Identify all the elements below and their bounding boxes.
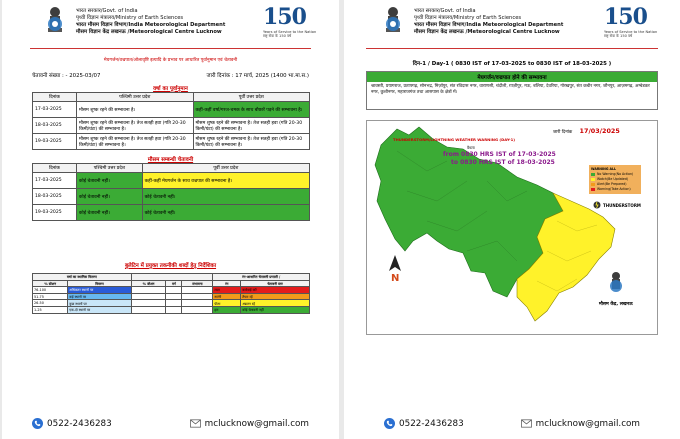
logo-number: 150 [604,4,647,30]
imd-150-logo [263,4,319,44]
document-title: मेघगर्जन/वज्रपात/ओलावृष्टि इत्यादि के प्रभाव पर आधारित पूर्वानुमान एवं चेतावनी [103,58,238,63]
gl-cell [131,306,166,313]
glossary-table [32,273,310,314]
table-row [33,287,310,294]
gl-cell [166,287,182,294]
gl-cell [131,300,166,307]
document-meta [32,71,309,79]
header-line-ministry: पृथ्वी विज्ञान मंत्रालय/Ministry of Earth Sciences [414,15,522,21]
gl-cell: 76-100 [33,287,68,294]
thunderstorm-box-text: श्रावस्ती, प्रयागराज, प्रतापगढ़, सोनभद्र, मिर्ज़ापुर, संत रविदास नगर, वाराणसी, चंदौली, ग़ाज़ीपुर, मऊ, बलिया, देवरिया, गोरखपुर, संत कबीर नगर, जौनपुर, आज़मगढ़, अम्बेडकर नगर, कुशीनगर, महाराजगंज तथा आसपास के क्षेत्रों में। [371,84,650,95]
logo-number: 150 [263,4,306,30]
gl-col: रंग [213,280,241,287]
bulletin-page-2 [344,0,680,439]
col-date: दिनांक [33,93,77,102]
col-west: पश्चिमी उत्तर प्रदेश [77,93,194,102]
gl-cell: कार्रवाई करें [241,287,310,294]
legend-item [591,187,639,192]
phone-number: 0522-2436283 [47,418,112,429]
logo-tagline: Years of Service to the Nation [604,30,658,34]
glossary-head-distribution: वर्षा का स्थानिक वितरण [33,274,132,281]
issued-date: जारी दिनांक : 17 मार्च, 2025 (1400 भा.मा.स.) [206,73,309,79]
legend-label: Warning(Take Action) [597,187,631,191]
row-west: मौसम शुष्क रहने की सम्भावना है। तेज सतही हवा (गति 20-30 किमी/घंटा) की सम्भावना है। [77,134,194,150]
thunderstorm-box [366,71,658,110]
row-east: कहीं-कहीं मेघगर्जन के साथ वज्रपात की सम्भावना है। [142,173,309,189]
map-issued-label: जारी दिनांक [553,130,573,135]
map-issued [553,127,620,135]
thunderstorm-box-title: मेघगर्जन/वज्रपात होने की सम्भावना [367,72,657,82]
header-line-mc: मौसम विज्ञान केंद्र लखनऊ /Meteorological Centre Lucknow [414,29,560,35]
row-west: कोई चेतावनी नहीं। [77,189,143,205]
phone-contact [32,418,112,429]
gl-cell: कोई चेतावनी नहीं [241,306,310,313]
glossary-head-color: रंग-आधारित चेतावनी प्रणाली / [213,274,310,281]
legend-label: Watch(Be Updated) [597,177,629,181]
gl-cell: लाल [213,287,241,294]
header-divider [366,48,658,49]
phone-contact [384,418,464,429]
email-contact [190,418,309,429]
email-address: mclucknow@gmail.com [535,418,640,429]
table-row [33,102,310,118]
table-row [33,173,310,189]
warning-table [32,163,310,221]
phone-number: 0522-2436283 [399,418,464,429]
row-east: मौसम शुष्क रहने की सम्भावना है। तेज सतही हवा (गति 20-30 किमी/घंटा) की सम्भावना है। [193,134,310,150]
col-west: पश्चिमी उत्तर प्रदेश [77,164,143,173]
logo-hindi: राष्ट्र सेवा के 150 वर्ष [263,34,292,38]
row-date: 19-03-2025 [33,134,77,150]
map-validity-label: वैधता [467,145,475,150]
map-legend [589,165,641,194]
gl-cell [166,293,182,300]
table-row [33,306,310,313]
map-footer-label: मौसम केंद्र, लखनऊ [599,302,633,307]
logo-tagline: Years of Service to the Nation [263,30,317,34]
email-contact [521,418,640,429]
row-east: कहीं-कहीं वर्षा/गरज-चमक के साथ बौछारें पड़ने की सम्भावना है। [193,102,310,118]
header-line-imd: भारत मौसम विज्ञान विभाग/India Meteorological Department [76,22,226,28]
legend-title: WARNING ALL [591,167,617,171]
gl-col: % स्टेशन [33,280,68,287]
gl-col: संभावना [182,280,213,287]
header-text [76,8,225,36]
gl-cell: एक-दो स्थानों पर [68,306,131,313]
logo-hindi: राष्ट्र सेवा के 150 वर्ष [604,34,633,38]
header-line-govt: भारत सरकार/Govt. of India [76,8,138,14]
imd-emblem-icon [605,271,627,297]
row-east: कोई चेतावनी नहीं। [142,189,309,205]
bulletin-page-1 [2,0,339,439]
table-row [33,300,310,307]
col-date: दिनांक [33,164,77,173]
table-row [33,118,310,134]
header-line-imd: भारत मौसम विज्ञान विभाग/India Meteorological Department [414,22,564,28]
north-arrow-icon [389,255,401,271]
row-east: कोई चेतावनी नहीं। [142,205,309,221]
page-footer [2,418,339,429]
gl-cell [166,306,182,313]
row-west: मौसम शुष्क रहने की सम्भावना है। [77,102,194,118]
table-row [33,189,310,205]
gl-cell: पीला [213,300,241,307]
row-west: कोई चेतावनी नहीं। [77,205,143,221]
gl-col: वर्ग [166,280,182,287]
legend-label: No Warning(No Action) [597,172,634,176]
row-date: 19-03-2025 [33,205,77,221]
map-valid-from: from 0830 HRS IST of 17-03-2025 [443,151,556,158]
warning-map [366,120,658,335]
row-date: 18-03-2025 [33,189,77,205]
header-line-mc: मौसम विज्ञान केंद्र लखनऊ /Meteorological Centre Lucknow [76,29,222,35]
email-icon [521,418,532,429]
header-line-govt: भारत सरकार/Govt. of India [414,8,476,14]
legend-label: Alert(Be Prepared) [597,182,627,186]
thunderstorm-legend [593,201,641,209]
national-emblem-icon [42,6,68,38]
thunderstorm-icon [593,201,601,209]
gl-cell: कुछ स्थानों पर [68,300,131,307]
forecast-section-title: वर्षा का पूर्वानुमान [153,86,188,92]
gl-col: विवरण [68,280,131,287]
imd-150-logo [604,4,660,44]
gl-cell [182,287,213,294]
map-issued-date: 17/03/2025 [579,127,620,135]
page-header [344,0,680,48]
gl-cell: कई स्थानों पर [68,293,131,300]
national-emblem-icon [380,6,406,38]
warning-section-title: मौसम सम्बन्धी चेतावनी [147,157,194,163]
table-row [33,293,310,300]
gl-cell [131,287,166,294]
gl-cell [166,300,182,307]
col-east: पूर्वी उत्तर प्रदेश [142,164,309,173]
header-line-ministry: पृथ्वी विज्ञान मंत्रालय/Ministry of Earth Sciences [76,15,184,21]
row-west: मौसम शुष्क रहने की सम्भावना है। तेज सतही हवा (गति 20-30 किमी/घंटा) की सम्भावना है। [77,118,194,134]
gl-cell: 1-25 [33,306,68,313]
page-header [2,0,339,48]
gl-cell: नारंगी [213,293,241,300]
header-text [414,8,563,36]
gl-cell: तैयार रहें [241,293,310,300]
glossary-title: बुलेटिन में प्रयुक्त तकनीकी शब्दों हेतु निर्देशिका [124,263,217,269]
table-row [33,134,310,150]
map-valid-to: to 0830 HRS IST of 18-03-2025 [451,159,555,166]
forecast-table [32,92,310,150]
col-east: पूर्वी उत्तर प्रदेश [193,93,310,102]
row-east: मौसम शुष्क रहने की सम्भावना है। तेज सतही हवा (गति 20-30 किमी/घंटा) की सम्भावना है। [193,118,310,134]
email-icon [190,418,201,429]
gl-cell: अद्यतन रहें [241,300,310,307]
warning-number: चेतावनी संख्या : - 2025-03/07 [32,73,101,79]
gl-cell: हरा [213,306,241,313]
gl-cell: अधिकतर स्थानों पर [68,287,131,294]
table-row [33,205,310,221]
north-label: N [391,273,400,284]
gl-col: चेतावनी स्तर [241,280,310,287]
gl-cell: 51-75 [33,293,68,300]
gl-cell [131,293,166,300]
row-date: 18-03-2025 [33,118,77,134]
gl-col: % स्टेशन [131,280,166,287]
map-title: THUNDERSTORM/LIGHTNING WEATHER WARNING (DAY-1) [393,137,515,142]
gl-cell [182,300,213,307]
row-date: 17-03-2025 [33,102,77,118]
page-footer [344,418,680,429]
phone-icon [32,418,43,429]
phone-icon [384,418,395,429]
thunderstorm-label: THUNDERSTORM [603,202,641,208]
header-divider [30,48,311,49]
row-west: कोई चेतावनी नहीं। [77,173,143,189]
gl-cell [182,293,213,300]
email-address: mclucknow@gmail.com [204,418,309,429]
gl-cell [182,306,213,313]
row-date: 17-03-2025 [33,173,77,189]
gl-cell: 26-50 [33,300,68,307]
day-title: दिन-1 / Day-1 ( 0830 IST of 17-03-2025 to 0830 IST of 18-03-2025 ) [412,61,612,67]
